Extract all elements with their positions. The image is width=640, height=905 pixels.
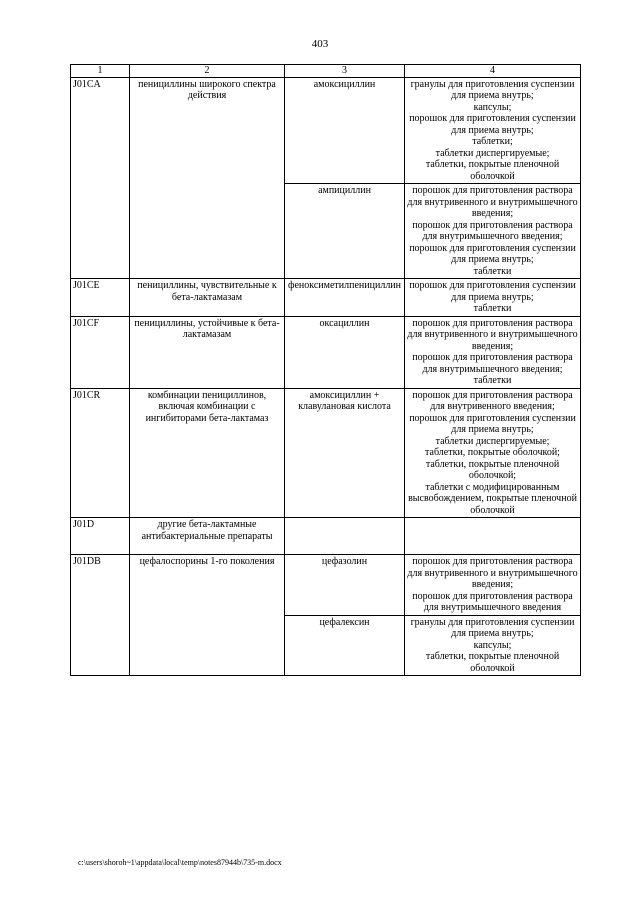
dosage-form-item: порошок для приготовления суспензии для приема внутрь; xyxy=(409,113,576,136)
dosage-forms-cell xyxy=(405,316,581,388)
table-body xyxy=(71,77,581,676)
file-path-footer: c:\users\shoroh~1\appdata\local\temp\notes87944b\735-m.docx xyxy=(78,858,282,867)
dosage-form-item: таблетки, покрытые пленочной оболочкой xyxy=(425,159,560,182)
header-row xyxy=(71,65,581,78)
atc-code-cell: J01CR xyxy=(71,388,130,518)
drug-cell: амоксициллин xyxy=(285,77,405,184)
dosage-form-item: гранулы для приготовления суспензии для приема внутрь; xyxy=(410,616,575,639)
group-cell: пенициллины широкого спектра действия xyxy=(130,77,285,279)
dosage-form-item: таблетки с модифицированным высвобождением, покрытые пленочной оболочкой xyxy=(408,481,577,516)
atc-code-cell: J01D xyxy=(71,518,130,555)
dosage-forms-cell xyxy=(405,77,581,184)
dosage-form-item: таблетки диспергируемые; xyxy=(435,147,550,159)
drug-cell: оксациллин xyxy=(285,316,405,388)
drug-cell xyxy=(285,518,405,555)
table-row xyxy=(71,518,581,555)
atc-code-cell: J01DB xyxy=(71,555,130,676)
dosage-form-item: порошок для приготовления раствора для внутривенного и внутримышечного введения; xyxy=(407,317,578,352)
table-row xyxy=(71,388,581,518)
dosage-form-item: порошок для приготовления раствора для внутримышечного введения xyxy=(412,590,573,613)
drug-cell: цефазолин xyxy=(285,555,405,616)
column-header: 4 xyxy=(405,65,581,78)
column-header: 1 xyxy=(71,65,130,78)
dosage-forms-cell xyxy=(405,615,581,676)
atc-code-cell: J01CE xyxy=(71,279,130,317)
table-row xyxy=(71,316,581,388)
medication-table xyxy=(70,64,581,676)
dosage-form-item: таблетки xyxy=(473,303,512,314)
dosage-forms-cell xyxy=(405,184,581,279)
atc-code-cell: J01CF xyxy=(71,316,130,388)
dosage-form-item: порошок для приготовления суспензии для приема внутрь; xyxy=(409,242,576,265)
dosage-form-item: порошок для приготовления раствора для внутривенного и внутримышечного введения; xyxy=(407,556,578,590)
group-cell: цефалоспорины 1-го поколения xyxy=(130,555,285,676)
drug-cell: феноксиметилпенициллин xyxy=(285,279,405,317)
dosage-form-item: порошок для приготовления раствора для внутривенного и внутримышечного введения; xyxy=(407,185,578,219)
dosage-form-item: таблетки диспергируемые; xyxy=(435,435,550,447)
column-header: 3 xyxy=(285,65,405,78)
drug-cell: цефалексин xyxy=(285,615,405,676)
table-row xyxy=(71,279,581,317)
dosage-form-item: таблетки, покрытые оболочкой; xyxy=(425,447,560,458)
group-cell: комбинации пенициллинов, включая комбинации с ингибиторами бета-лактамаз xyxy=(130,388,285,518)
dosage-form-item: капсулы; xyxy=(473,101,512,113)
dosage-forms-cell xyxy=(405,518,581,555)
dosage-form-item: гранулы для приготовления суспензии для приема внутрь; xyxy=(410,78,575,101)
dosage-form-item: порошок для приготовления раствора для внутривенного введения; xyxy=(412,389,573,412)
group-cell: пенициллины, устойчивые к бета-лактамазам xyxy=(130,316,285,388)
dosage-form-item: таблетки xyxy=(473,265,512,277)
dosage-form-item: таблетки xyxy=(473,375,512,386)
drug-cell: ампициллин xyxy=(285,184,405,279)
dosage-forms-cell xyxy=(405,388,581,518)
dosage-form-item: таблетки; xyxy=(472,136,513,147)
dosage-form-item: порошок для приготовления суспензии для приема внутрь; xyxy=(409,280,576,303)
dosage-form-item: таблетки, покрытые пленочной оболочкой; xyxy=(425,458,560,481)
dosage-form-item: таблетки, покрытые пленочной оболочкой xyxy=(425,651,560,674)
dosage-form-item: порошок для приготовления суспензии для приема внутрь; xyxy=(409,412,576,435)
dosage-forms-cell xyxy=(405,279,581,317)
table-row xyxy=(71,77,581,184)
atc-code-cell: J01CA xyxy=(71,77,130,279)
column-header: 2 xyxy=(130,65,285,78)
dosage-form-item: порошок для приготовления раствора для внутримышечного введения; xyxy=(412,352,573,375)
group-cell: другие бета-лактамные антибактериальные препараты xyxy=(130,518,285,555)
page-number: 403 xyxy=(311,38,329,50)
dosage-forms-cell xyxy=(405,555,581,616)
table-row xyxy=(71,555,581,616)
drug-cell: амоксициллин + клавулановая кислота xyxy=(285,388,405,518)
dosage-form-item: капсулы; xyxy=(473,639,512,651)
group-cell: пенициллины, чувствительные к бета-лактамазам xyxy=(130,279,285,317)
dosage-form-item: порошок для приготовления раствора для внутримышечного введения; xyxy=(412,219,573,242)
